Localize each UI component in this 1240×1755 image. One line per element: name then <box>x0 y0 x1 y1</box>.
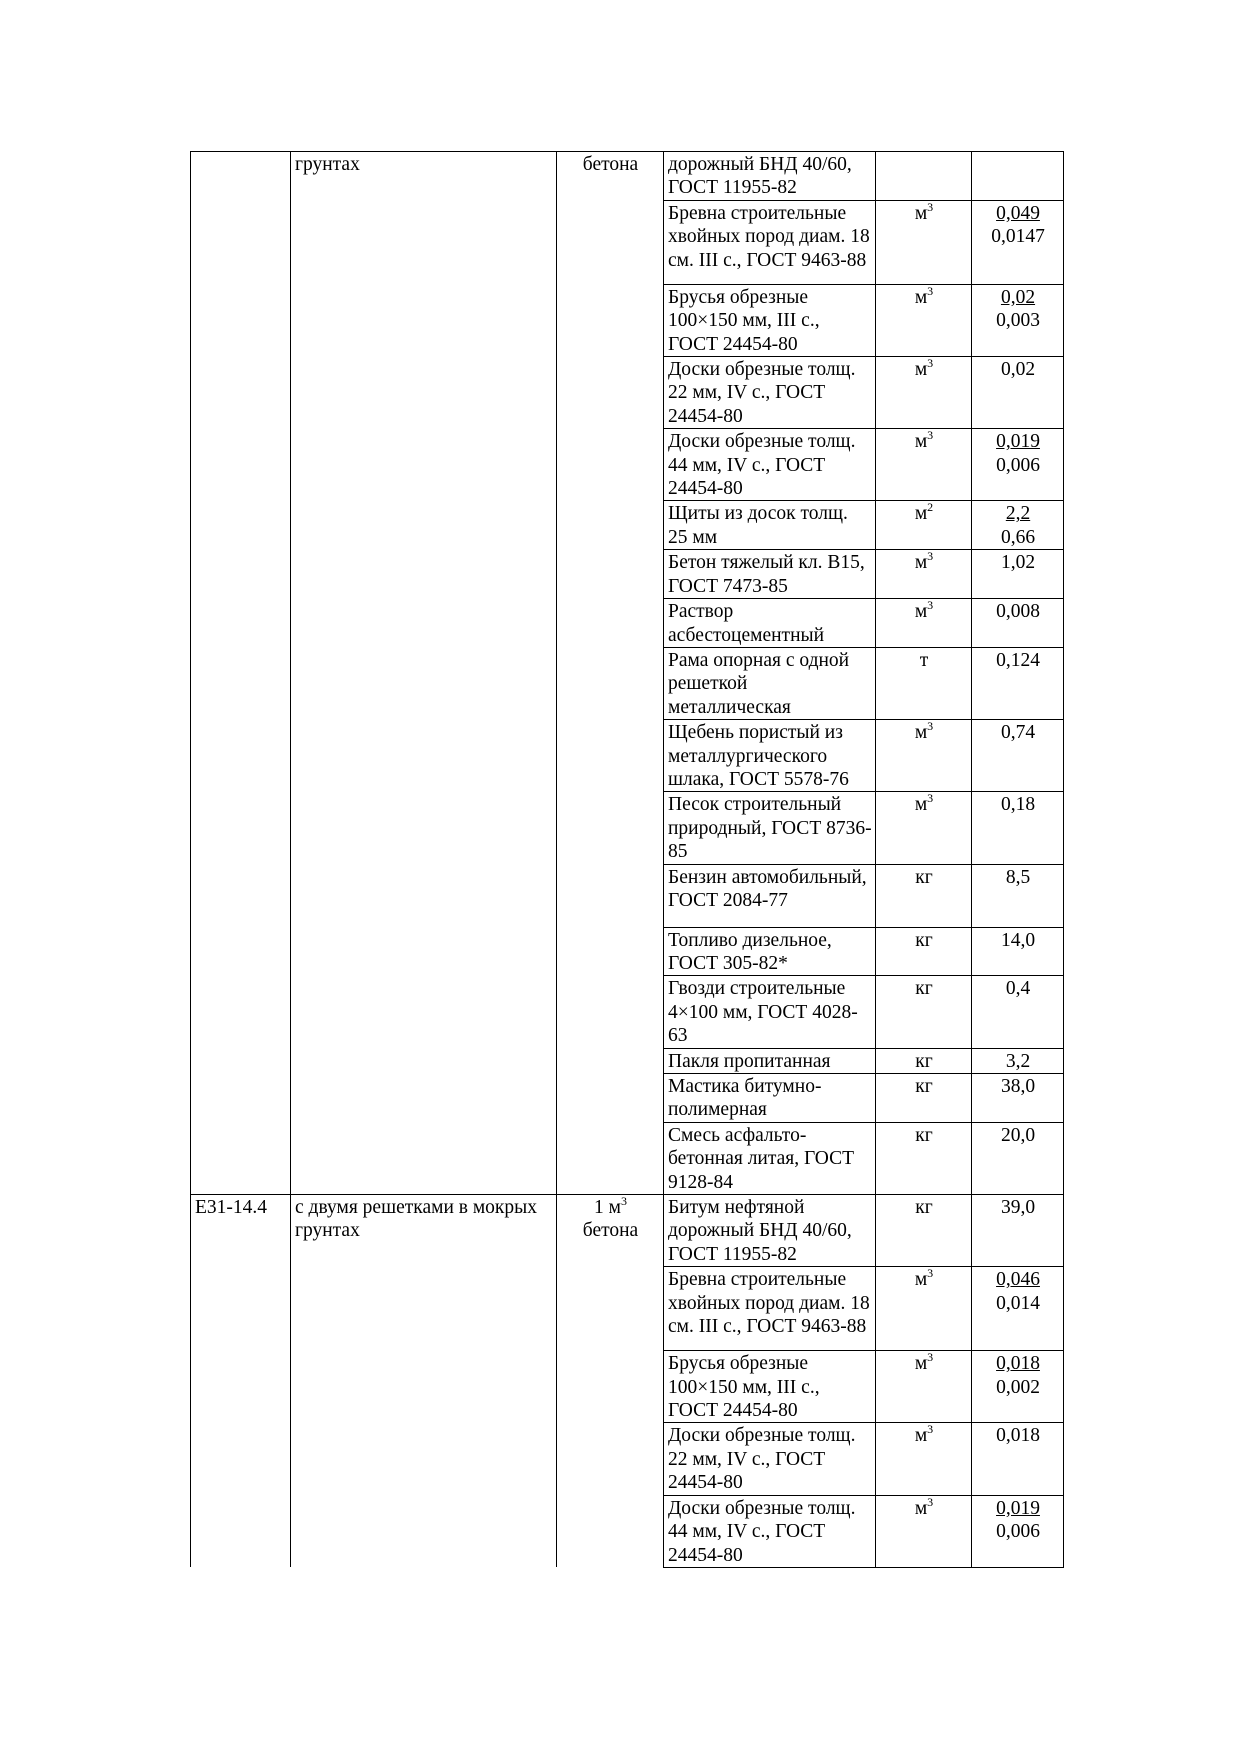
cell-code <box>191 864 291 927</box>
unit-sup: 3 <box>927 549 934 564</box>
cell-code <box>191 284 291 356</box>
quantity-value: 0,019 <box>996 431 1040 453</box>
table-row <box>191 1074 1064 1123</box>
cell-code <box>191 720 291 792</box>
resource-name: Щебень пористый из металлургического шлака, ГОСТ 5578-76 <box>668 722 849 790</box>
quantity-value: 0,02 <box>1000 286 1036 308</box>
cell-unit <box>876 599 972 648</box>
table-row <box>191 1351 1064 1423</box>
cell-resource <box>664 1195 876 1267</box>
quantity-value: 0,002 <box>996 1376 1040 1398</box>
cell-resource <box>664 550 876 599</box>
cell-quantity <box>972 357 1064 429</box>
quantity-value: 0,014 <box>996 1292 1040 1314</box>
cell-work-unit <box>557 720 664 792</box>
cell-unit <box>876 1423 972 1495</box>
resource-name: Раствор асбестоцементный <box>668 601 825 646</box>
unit-sup: 3 <box>927 428 934 443</box>
cell-resource <box>664 599 876 648</box>
table-row <box>191 284 1064 356</box>
cell-quantity <box>972 1195 1064 1267</box>
cell-work-unit <box>557 1351 664 1423</box>
table-row <box>191 152 1064 201</box>
resource-name: Бетон тяжелый кл. В15, ГОСТ 7473-85 <box>668 552 865 597</box>
cell-work-name <box>291 1122 557 1194</box>
unit-text: м <box>914 722 928 744</box>
cell-work-unit <box>557 792 664 864</box>
cell-work-unit <box>557 599 664 648</box>
quantity-value: 0,006 <box>996 1521 1040 1543</box>
table-row <box>191 1495 1064 1567</box>
cell-code <box>191 599 291 648</box>
cell-work-unit <box>557 1495 664 1567</box>
quantity-value: 0,018 <box>996 1425 1040 1447</box>
cell-work-unit <box>557 976 664 1048</box>
cell-code <box>191 501 291 550</box>
cell-unit <box>876 1074 972 1123</box>
quantity-value: 0,008 <box>996 601 1040 623</box>
table-row <box>191 792 1064 864</box>
quantity-value: 38,0 <box>1000 1076 1036 1097</box>
quantity-value: 14,0 <box>1000 929 1036 951</box>
cell-work-name <box>291 864 557 927</box>
cell-quantity <box>972 927 1064 976</box>
cell-unit <box>876 501 972 550</box>
work-unit-line <box>561 153 660 176</box>
cell-work-unit <box>557 1074 664 1123</box>
table-row <box>191 927 1064 976</box>
quantity-value: 20,0 <box>1000 1124 1036 1146</box>
resource-name: Бревна строительные хвойных пород диам. 18 см. III с., ГОСТ 9463-88 <box>668 202 870 271</box>
cell-quantity <box>972 200 1064 284</box>
cell-quantity <box>972 1074 1064 1123</box>
cell-work-name <box>291 501 557 550</box>
cell-quantity <box>972 599 1064 648</box>
resource-name: Смесь асфальто-бетонная литая, ГОСТ 9128-84 <box>668 1124 855 1193</box>
unit-text: м <box>914 601 928 623</box>
cell-work-unit <box>557 1122 664 1194</box>
table-row <box>191 599 1064 648</box>
unit-text: кг <box>915 1124 933 1146</box>
unit-text: кг <box>915 1050 933 1072</box>
resource-name: Бревна строительные хвойных пород диам. 18 см. III с., ГОСТ 9463-88 <box>668 1269 870 1338</box>
cell-resource <box>664 357 876 429</box>
cell-code <box>191 927 291 976</box>
cell-work-name <box>291 284 557 356</box>
cell-code <box>191 1267 291 1351</box>
cell-quantity <box>972 647 1064 719</box>
cell-work-unit <box>557 152 664 201</box>
cell-code <box>191 550 291 599</box>
work-unit-text: 1 м <box>594 1197 621 1219</box>
table-row <box>191 1122 1064 1194</box>
unit-sup: 3 <box>927 284 934 298</box>
cell-quantity <box>972 1351 1064 1423</box>
cell-resource <box>664 864 876 927</box>
resource-name: Брусья обрезные 100×150 мм, III с., ГОСТ 24454-80 <box>668 286 820 355</box>
cell-code <box>191 792 291 864</box>
unit-text: кг <box>915 978 933 1000</box>
cell-work-name <box>291 1495 557 1567</box>
cell-work-name <box>291 1048 557 1073</box>
work-unit-line <box>561 1219 660 1242</box>
unit-text: м <box>914 503 928 525</box>
cell-unit <box>876 357 972 429</box>
cell-quantity <box>972 1495 1064 1567</box>
unit-text: м <box>914 794 928 816</box>
cell-code <box>191 429 291 501</box>
work-unit-line <box>561 1196 660 1219</box>
cell-quantity <box>972 1122 1064 1194</box>
cell-quantity <box>972 152 1064 201</box>
cell-unit <box>876 152 972 201</box>
cell-unit <box>876 647 972 719</box>
cell-unit <box>876 429 972 501</box>
cell-quantity <box>972 1423 1064 1495</box>
cell-unit <box>876 1122 972 1194</box>
cell-resource <box>664 1423 876 1495</box>
cell-resource <box>664 1351 876 1423</box>
cell-unit <box>876 284 972 356</box>
unit-sup: 3 <box>927 598 934 613</box>
quantity-value: 0,003 <box>996 310 1040 332</box>
cell-unit <box>876 1195 972 1267</box>
quantity-value: 2,2 <box>1005 503 1031 525</box>
cell-unit <box>876 1267 972 1351</box>
cell-code <box>191 647 291 719</box>
resource-name: Бензин автомобильный, ГОСТ 2084-77 <box>668 866 867 911</box>
quantity-value: 0,046 <box>996 1269 1040 1291</box>
cell-quantity <box>972 429 1064 501</box>
unit-sup: 3 <box>927 1266 934 1281</box>
unit-text: м <box>914 431 928 453</box>
cell-code <box>191 1351 291 1423</box>
quantity-value: 0,019 <box>996 1497 1040 1519</box>
cell-resource <box>664 1495 876 1567</box>
cell-work-unit <box>557 357 664 429</box>
resource-name: Доски обрезные толщ. 22 мм, IV с., ГОСТ 24454-80 <box>668 359 856 427</box>
cell-work-unit <box>557 1423 664 1495</box>
quantity-value: 0,018 <box>996 1353 1040 1375</box>
cell-resource <box>664 976 876 1048</box>
quantity-value: 0,0147 <box>991 226 1045 248</box>
cell-work-name <box>291 1074 557 1123</box>
cell-unit <box>876 927 972 976</box>
unit-sup: 2 <box>927 500 934 515</box>
quantity-value: 0,4 <box>1005 978 1031 1000</box>
table-row <box>191 720 1064 792</box>
cell-work-name <box>291 1351 557 1423</box>
resource-name: Щиты из досок толщ. 25 мм <box>668 503 848 548</box>
resource-name: Мастика битумно-полимерная <box>668 1076 822 1121</box>
cell-work-name <box>291 647 557 719</box>
cell-resource <box>664 200 876 284</box>
cell-code <box>191 357 291 429</box>
table-row <box>191 357 1064 429</box>
unit-sup: 3 <box>927 791 934 806</box>
resource-name: Брусья обрезные 100×150 мм, III с., ГОСТ 24454-80 <box>668 1353 820 1422</box>
cell-work-unit <box>557 647 664 719</box>
cell-work-name <box>291 1267 557 1351</box>
table-row <box>191 976 1064 1048</box>
resource-name: Доски обрезные толщ. 44 мм, IV с., ГОСТ 24454-80 <box>668 1497 856 1566</box>
quantity-value: 0,18 <box>1000 794 1036 816</box>
unit-sup: 3 <box>927 200 934 214</box>
table-row <box>191 429 1064 501</box>
unit-sup: 3 <box>927 1422 934 1437</box>
cell-work-name <box>291 357 557 429</box>
norm-code: Е31-14.4 <box>195 1197 268 1219</box>
cell-work-unit <box>557 429 664 501</box>
cell-quantity <box>972 550 1064 599</box>
cell-resource <box>664 1074 876 1123</box>
cell-quantity <box>972 864 1064 927</box>
resource-name: Пакля пропитанная <box>668 1050 831 1072</box>
quantity-value: 0,02 <box>1000 359 1036 381</box>
cell-code <box>191 200 291 284</box>
cell-work-name <box>291 152 557 201</box>
cell-work-unit <box>557 1267 664 1351</box>
work-name: грунтах <box>295 154 360 175</box>
work-unit-sup: 3 <box>620 1194 627 1209</box>
cell-work-unit <box>557 200 664 284</box>
cell-work-name <box>291 599 557 648</box>
resource-name: Гвозди строительные 4×100 мм, ГОСТ 4028-63 <box>668 978 858 1047</box>
cell-resource <box>664 284 876 356</box>
cell-unit <box>876 1351 972 1423</box>
resource-name: Рама опорная с одной решеткой металлическая <box>668 649 850 718</box>
cell-work-name <box>291 1195 557 1267</box>
cell-resource <box>664 1048 876 1073</box>
unit-text: кг <box>915 929 933 951</box>
cell-code <box>191 976 291 1048</box>
table-row <box>191 1267 1064 1351</box>
unit-sup: 3 <box>927 1495 934 1509</box>
quantity-value: 39,0 <box>1000 1197 1036 1219</box>
unit-text: м <box>914 1269 928 1291</box>
cell-resource <box>664 720 876 792</box>
cell-quantity <box>972 976 1064 1048</box>
cell-quantity <box>972 720 1064 792</box>
cell-unit <box>876 864 972 927</box>
cell-code <box>191 1423 291 1495</box>
unit-text: кг <box>915 866 933 888</box>
cell-quantity <box>972 501 1064 550</box>
resource-name: Доски обрезные толщ. 22 мм, IV с., ГОСТ 24454-80 <box>668 1425 856 1494</box>
cell-work-unit <box>557 1195 664 1267</box>
table-body <box>191 152 1064 1568</box>
cell-work-name <box>291 792 557 864</box>
cell-unit <box>876 720 972 792</box>
cell-resource <box>664 1122 876 1194</box>
table-row <box>191 550 1064 599</box>
quantity-value: 0,049 <box>996 202 1040 224</box>
cell-work-name <box>291 429 557 501</box>
cell-work-name <box>291 200 557 284</box>
unit-sup: 3 <box>927 1350 934 1365</box>
resource-name: дорожный БНД 40/60, ГОСТ 11955-82 <box>668 154 852 199</box>
unit-sup: 3 <box>927 356 934 371</box>
cell-unit <box>876 792 972 864</box>
cell-unit <box>876 976 972 1048</box>
unit-text: м <box>914 1425 928 1447</box>
table-row <box>191 1048 1064 1073</box>
unit-sup: 3 <box>927 719 934 734</box>
cell-code <box>191 1048 291 1073</box>
cell-work-name <box>291 720 557 792</box>
unit-text: м <box>914 359 928 381</box>
resource-name: Доски обрезные толщ. 44 мм, IV с., ГОСТ 24454-80 <box>668 431 856 500</box>
cell-work-name <box>291 550 557 599</box>
quantity-value: 3,2 <box>1005 1050 1031 1072</box>
quantity-value: 0,006 <box>996 454 1040 476</box>
cell-work-name <box>291 927 557 976</box>
cell-resource <box>664 429 876 501</box>
cell-quantity <box>972 284 1064 356</box>
quantity-value: 8,5 <box>1005 866 1031 888</box>
quantity-value: 0,124 <box>996 649 1040 671</box>
cell-quantity <box>972 792 1064 864</box>
unit-text: т <box>919 649 929 671</box>
table-row <box>191 864 1064 927</box>
cell-resource <box>664 152 876 201</box>
cell-unit <box>876 1495 972 1567</box>
cell-unit <box>876 200 972 284</box>
cell-resource <box>664 501 876 550</box>
quantity-value: 1,02 <box>1000 552 1036 574</box>
unit-text: м <box>914 552 928 574</box>
cell-code <box>191 1195 291 1267</box>
table-row <box>191 200 1064 284</box>
cell-work-unit <box>557 927 664 976</box>
unit-text: м <box>914 1497 928 1519</box>
cell-quantity <box>972 1267 1064 1351</box>
cell-resource <box>664 927 876 976</box>
cell-code <box>191 1495 291 1567</box>
cell-work-unit <box>557 1048 664 1073</box>
cell-code <box>191 1122 291 1194</box>
cell-resource <box>664 792 876 864</box>
quantity-value: 0,74 <box>1000 722 1036 744</box>
unit-text: м <box>914 202 928 224</box>
cell-resource <box>664 647 876 719</box>
resource-name: Битум нефтяной дорожный БНД 40/60, ГОСТ 11955-82 <box>668 1197 852 1265</box>
unit-text: кг <box>915 1197 933 1219</box>
unit-text: м <box>914 286 928 308</box>
work-unit-text: бетона <box>582 1220 639 1242</box>
cell-code <box>191 152 291 201</box>
cell-work-unit <box>557 501 664 550</box>
table-row <box>191 647 1064 719</box>
table-row <box>191 1423 1064 1495</box>
table-row <box>191 501 1064 550</box>
cell-work-unit <box>557 864 664 927</box>
resource-norms-table <box>190 151 1064 1568</box>
unit-text: кг <box>915 1076 933 1097</box>
cell-work-name <box>291 976 557 1048</box>
work-name: с двумя решетками в мокрых грунтах <box>295 1197 537 1242</box>
cell-work-unit <box>557 284 664 356</box>
resource-name: Песок строительный природный, ГОСТ 8736-85 <box>668 794 872 863</box>
resource-name: Топливо дизельное, ГОСТ 305-82* <box>668 929 832 974</box>
unit-text: м <box>914 1353 928 1375</box>
cell-resource <box>664 1267 876 1351</box>
work-unit-text: бетона <box>582 154 639 175</box>
cell-work-unit <box>557 550 664 599</box>
table-row <box>191 1195 1064 1267</box>
cell-unit <box>876 1048 972 1073</box>
quantity-value: 0,66 <box>1000 526 1036 548</box>
cell-unit <box>876 550 972 599</box>
cell-quantity <box>972 1048 1064 1073</box>
cell-work-name <box>291 1423 557 1495</box>
cell-code <box>191 1074 291 1123</box>
